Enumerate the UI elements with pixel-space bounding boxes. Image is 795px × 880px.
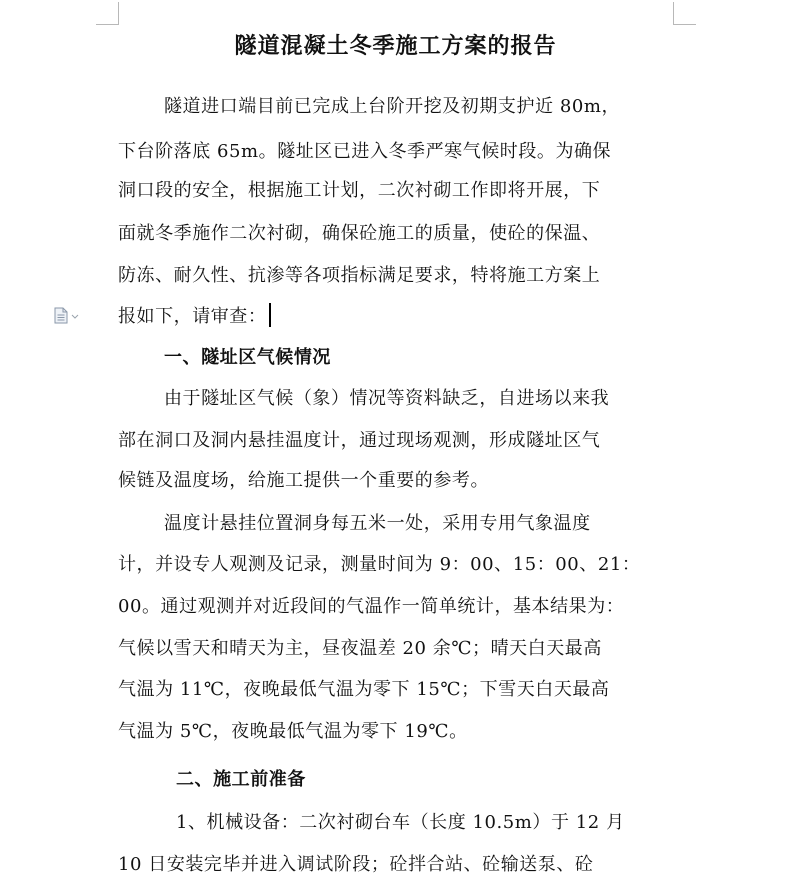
body-line[interactable]: 10 日安装完毕并进入调试阶段；砼拌合站、砼输送泵、砼 [118,854,594,875]
body-line[interactable]: 候链及温度场，给施工提供一个重要的参考。 [118,470,489,491]
body-line[interactable]: 气温为 5℃，夜晚最低气温为零下 19℃。 [118,721,468,742]
body-line[interactable]: 温度计悬挂位置洞身每五米一处，采用专用气象温度 [164,513,591,534]
body-line[interactable]: 气温为 11℃，夜晚最低气温为零下 15℃；下雪天白天最高 [118,679,610,700]
body-line-last[interactable] [118,302,678,332]
body-line[interactable]: 下台阶落底 65m。隧址区已进入冬季严寒气候时段。为确保 [118,141,612,162]
body-line[interactable]: 00。通过观测并对近段间的气温作一简单统计，基本结果为： [118,596,625,617]
body-line[interactable]: 由于隧址区气候（象）情况等资料缺乏，自进场以来我 [164,388,610,409]
body-line[interactable]: 隧道进口端目前已完成上台阶开挖及初期支护近 80m， [164,96,620,117]
body-line[interactable]: 防冻、耐久性、抗渗等各项指标满足要求，特将施工方案上 [118,265,601,286]
text-cursor [269,303,271,327]
section-heading-preparation[interactable]: 二、施工前准备 [176,769,306,790]
document-title[interactable]: 隧道混凝土冬季施工方案的报告 [234,33,557,59]
body-line[interactable]: 1、机械设备：二次衬砌台车（长度 10.5m）于 12 月 [176,812,625,833]
crop-mark-top-left [96,2,119,25]
crop-mark-top-right [673,2,696,25]
body-line[interactable]: 气候以雪天和晴天为主，昼夜温差 20 余℃；晴天白天最高 [118,638,602,659]
document-icon [52,306,82,324]
body-line[interactable]: 部在洞口及洞内悬挂温度计，通过现场观测，形成隧址区气 [118,430,601,451]
body-line-text[interactable]: 报如下，请审查： [118,306,267,327]
body-line[interactable]: 面就冬季施作二次衬砌，确保砼施工的质量，使砼的保温、 [118,223,601,244]
body-line[interactable]: 计，并设专人观测及记录，测量时间为 9：00、15：00、21： [118,554,641,575]
body-line[interactable]: 洞口段的安全，根据施工计划，二次衬砌工作即将开展，下 [118,180,601,201]
section-heading-climate[interactable]: 一、隧址区气候情况 [164,347,331,368]
document-dropdown-icon[interactable] [52,306,82,324]
